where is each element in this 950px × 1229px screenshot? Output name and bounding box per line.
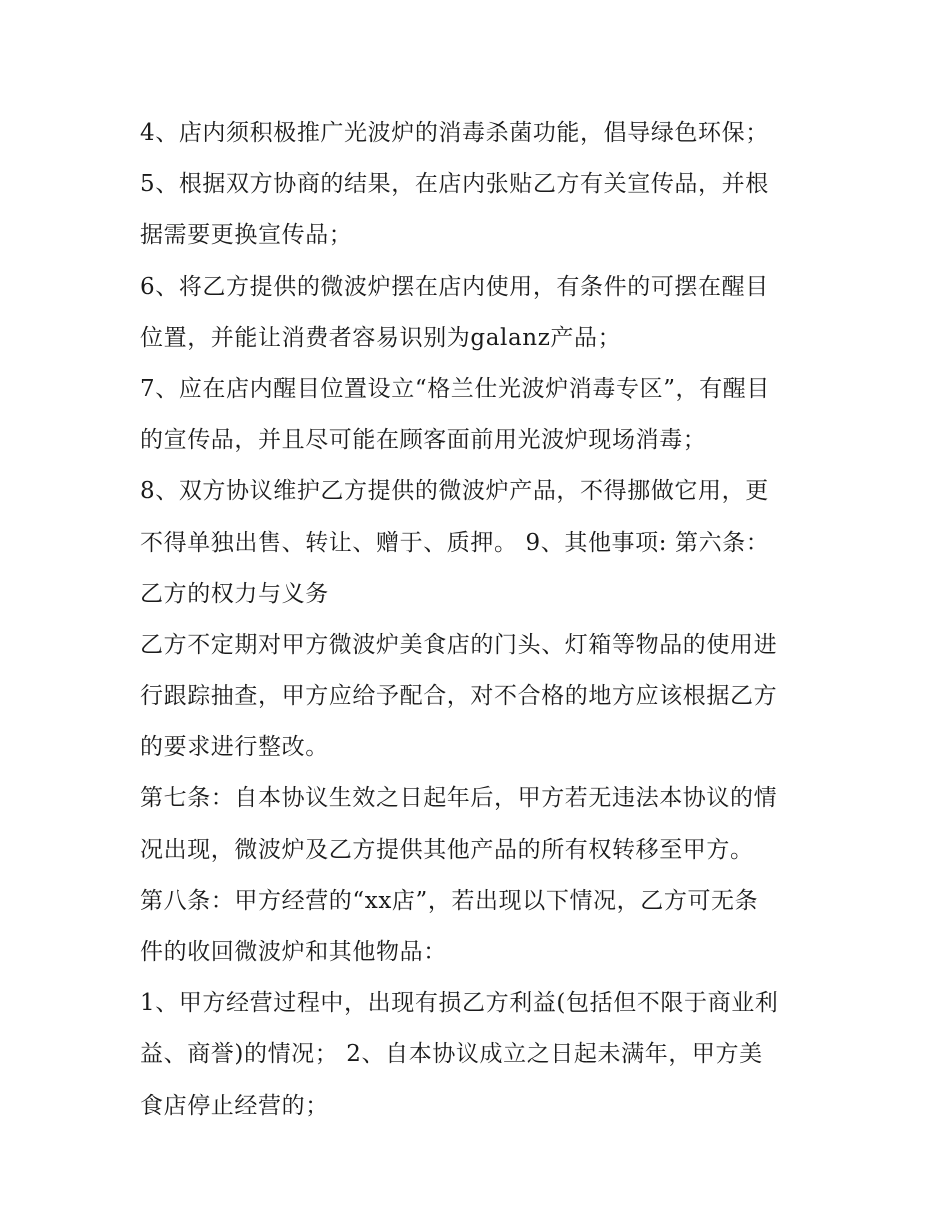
text-line: 件的收回微波炉和其他物品：: [140, 939, 447, 965]
text-line: 7、应在店内醒目位置设立“格兰仕光波炉消毒专区”，有醒目: [140, 375, 770, 402]
text-line: 况出现，微波炉及乙方提供其他产品的所有权转移至甲方。: [140, 836, 754, 863]
text-line: 乙方不定期对甲方微波炉美食店的门头、灯箱等物品的使用进: [140, 631, 778, 658]
text-line: 6、将乙方提供的微波炉摆在店内使用，有条件的可摆在醒目: [140, 273, 769, 300]
section-heading: 乙方的权力与义务: [140, 580, 329, 607]
text-line: 位置，并能让消费者容易识别为galanz产品；: [140, 324, 622, 351]
text-line: 4、店内须积极推广光波炉的消毒杀菌功能，倡导绿色环保；: [140, 120, 769, 146]
text-line: 的宣传品，并且尽可能在顾客面前用光波炉现场消毒；: [140, 427, 707, 454]
text-line: 1、甲方经营过程中，出现有损乙方利益(包括但不限于商业利: [140, 990, 779, 1017]
text-line: 第七条：自本协议生效之日起年后，甲方若无违法本协议的情: [140, 785, 778, 812]
text-line: 第八条：甲方经营的“xx店”，若出现以下情况，乙方可无条: [140, 887, 759, 914]
text-line: 食店停止经营的；: [140, 1092, 329, 1119]
text-line: 不得单独出售、转让、赠于、质押。 9、其他事项: 第六条：: [140, 529, 770, 556]
text-line: 益、商誉)的情况； 2、自本协议成立之日起未满年，甲方美: [140, 1041, 763, 1068]
text-line: 据需要更换宣传品；: [140, 222, 353, 249]
document-body: [140, 108, 820, 1132]
text-line: 的要求进行整改。: [140, 734, 329, 761]
text-line: 8、双方协议维护乙方提供的微波炉产品，不得挪做它用，更: [140, 478, 769, 505]
text-line: 行跟踪抽查，甲方应给予配合，对不合格的地方应该根据乙方: [140, 683, 778, 710]
text-line: 5、根据双方协商的结果，在店内张贴乙方有关宣传品，并根: [140, 171, 769, 198]
